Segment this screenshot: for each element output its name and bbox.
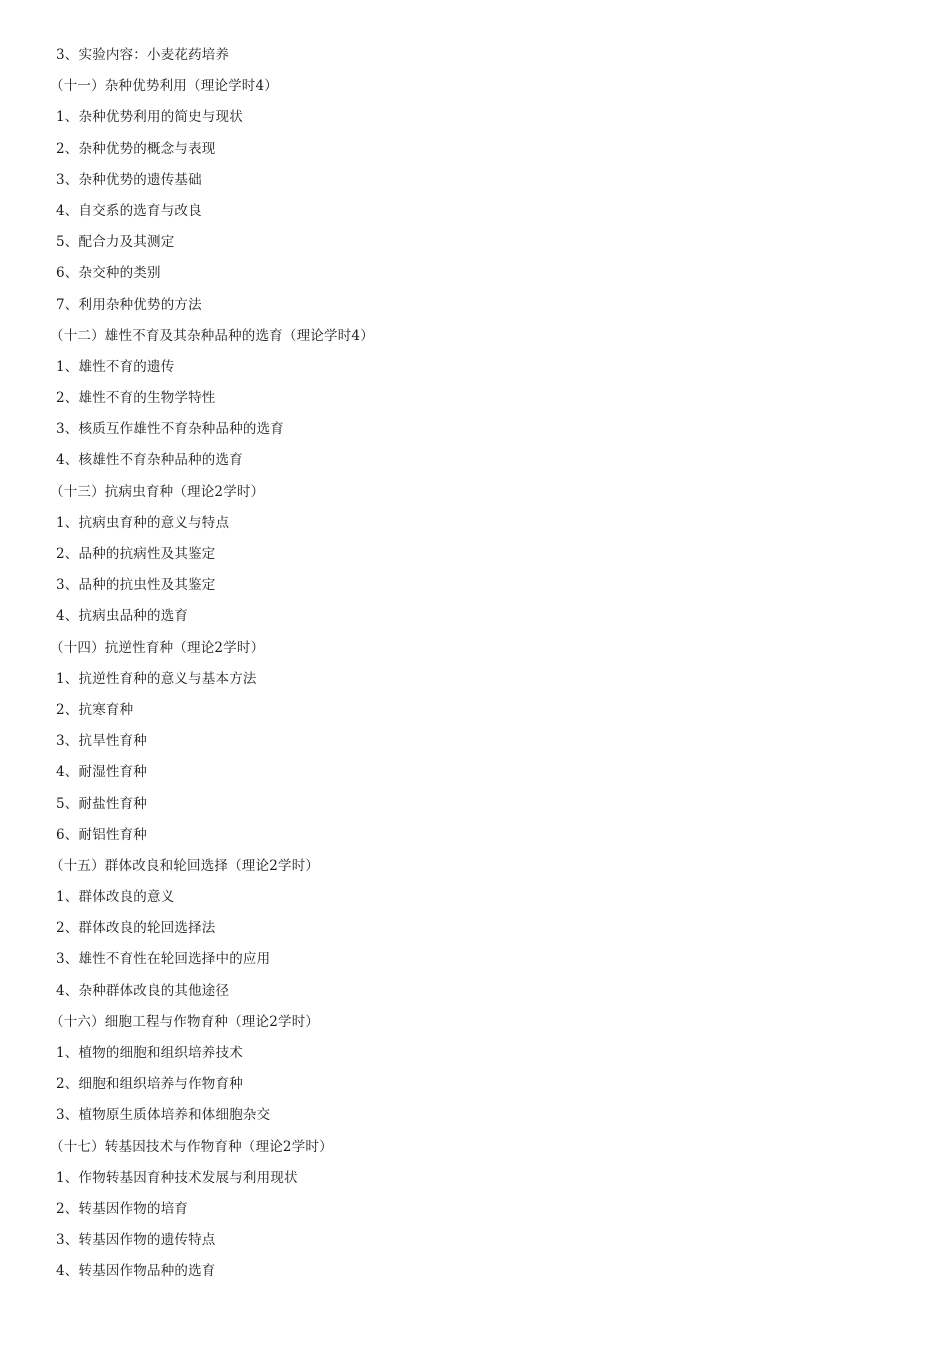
list-item: 4、核雄性不育杂种品种的选育 [56, 452, 243, 469]
list-item: 3、核质互作雄性不育杂种品种的选育 [56, 421, 284, 438]
section-heading: （十三）抗病虫育种（理论2学时） [50, 483, 265, 500]
list-item: 5、配合力及其测定 [56, 234, 175, 251]
syllabus-text [50, 44, 374, 1292]
list-item: 1、杂种优势利用的简史与现状 [56, 109, 243, 126]
list-item: 2、抗寒育种 [56, 701, 134, 718]
list-item: 3、实验内容：小麦花药培养 [56, 47, 230, 63]
list-item: 2、群体改良的轮回选择法 [56, 920, 216, 937]
list-item: 6、耐铝性育种 [56, 826, 147, 843]
list-item: 3、植物原生质体培养和体细胞杂交 [56, 1107, 271, 1124]
list-item: 7、利用杂种优势的方法 [56, 296, 202, 313]
list-item: 4、转基因作物品种的选育 [56, 1263, 216, 1280]
section-heading: （十六）细胞工程与作物育种（理论2学时） [50, 1013, 320, 1030]
section-heading: （十一）杂种优势利用（理论学时4） [50, 78, 278, 95]
list-item: 2、雄性不育的生物学特性 [56, 390, 216, 407]
list-item: 1、抗逆性育种的意义与基本方法 [56, 670, 257, 687]
list-item: 4、自交系的选育与改良 [56, 202, 202, 219]
list-item: 4、抗病虫品种的选育 [56, 608, 189, 625]
list-item: 1、植物的细胞和组织培养技术 [56, 1045, 243, 1061]
list-item: 5、耐盐性育种 [56, 795, 147, 812]
list-item: 3、转基因作物的遗传特点 [56, 1232, 216, 1249]
list-item: 2、杂种优势的概念与表现 [56, 140, 216, 157]
list-item: 2、细胞和组织培养与作物育种 [56, 1076, 243, 1093]
list-item: 3、杂种优势的遗传基础 [56, 171, 202, 188]
list-item: 3、品种的抗虫性及其鉴定 [56, 577, 216, 594]
list-item: 1、群体改良的意义 [56, 889, 175, 906]
list-item: 1、抗病虫育种的意义与特点 [56, 514, 230, 531]
list-item: 1、雄性不育的遗传 [56, 358, 175, 375]
section-heading: （十五）群体改良和轮回选择（理论2学时） [50, 857, 320, 874]
list-item: 4、杂种群体改良的其他途径 [56, 982, 230, 999]
list-item: 2、转基因作物的培育 [56, 1200, 189, 1217]
section-heading: （十七）转基因技术与作物育种（理论2学时） [50, 1138, 333, 1155]
list-item: 6、杂交种的类别 [56, 265, 161, 282]
list-item: 3、抗旱性育种 [56, 733, 147, 750]
list-item: 4、耐湿性育种 [56, 764, 147, 781]
list-item: 1、作物转基因育种技术发展与利用现状 [56, 1169, 298, 1186]
list-item: 3、雄性不育性在轮回选择中的应用 [56, 951, 271, 968]
section-heading: （十二）雄性不育及其杂种品种的选育（理论学时4） [50, 327, 374, 344]
section-heading: （十四）抗逆性育种（理论2学时） [50, 639, 265, 656]
list-item: 2、品种的抗病性及其鉴定 [56, 546, 216, 562]
